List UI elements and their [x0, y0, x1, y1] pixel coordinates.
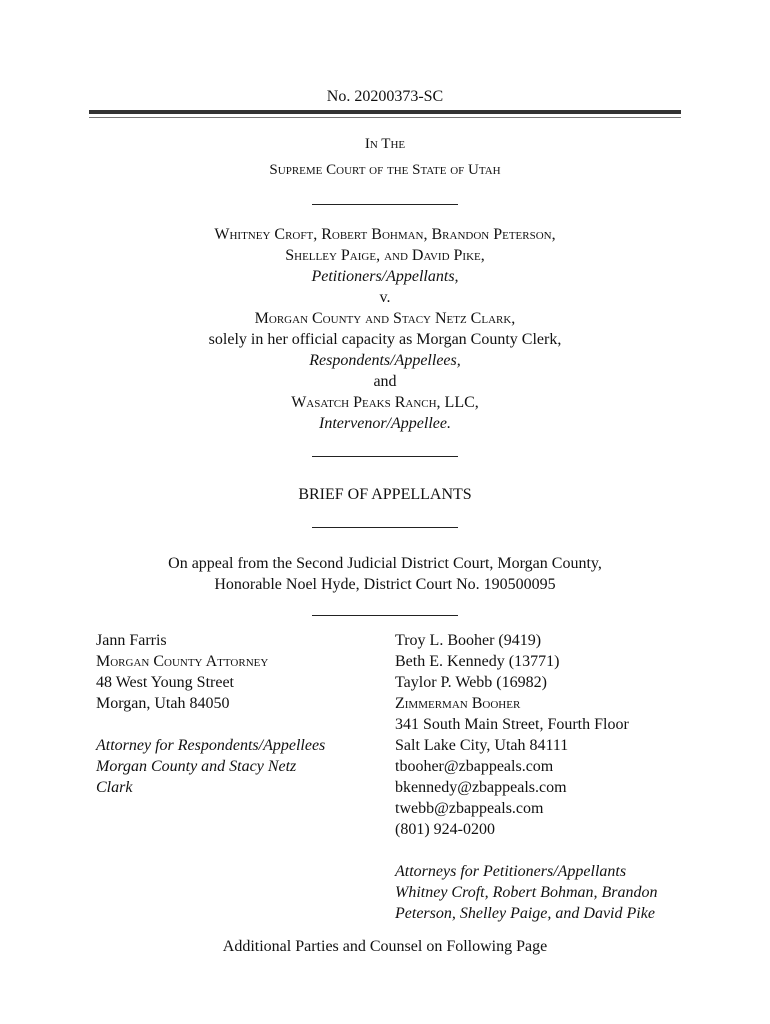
appeal-line-1: On appeal from the Second Judicial District Court, Morgan County, — [168, 555, 602, 572]
left-counsel-block — [96, 630, 366, 798]
petitioners-role: Petitioners/Appellants, — [311, 268, 459, 285]
left-counsel-city: Morgan, Utah 84050 — [96, 695, 230, 712]
petitioners-line-2: Shelley Paige, and David Pike, — [285, 247, 485, 264]
brief-title: BRIEF OF APPELLANTS — [298, 486, 472, 503]
footer-note: Additional Parties and Counsel on Following Page — [222, 938, 548, 955]
left-counsel-street: 48 West Young Street — [96, 674, 234, 691]
separator-rule-3 — [312, 527, 458, 528]
right-counsel-role-2: Whitney Croft, Robert Bohman, Brandon — [395, 884, 658, 901]
left-counsel-role-3: Clark — [96, 779, 133, 796]
respondents-line-2: solely in her official capacity as Morgan County Clerk, — [208, 331, 562, 348]
separator-rule-1 — [312, 204, 458, 205]
respondents-role: Respondents/Appellees, — [309, 352, 461, 369]
intervenor-name: Wasatch Peaks Ranch, LLC, — [291, 394, 479, 411]
court-line-2: Supreme Court of the State of Utah — [269, 162, 501, 178]
court-line-1: In The — [364, 136, 406, 152]
right-counsel-city: Salt Lake City, Utah 84111 — [395, 737, 569, 754]
header-rule-thin — [89, 117, 681, 118]
right-counsel-block — [395, 630, 695, 924]
left-counsel-name: Jann Farris — [96, 632, 167, 649]
right-counsel-line-1: Troy L. Booher (9419) — [395, 632, 542, 649]
right-counsel-email-3: twebb@zbappeals.com — [395, 800, 544, 817]
appeal-line-2: Honorable Noel Hyde, District Court No. 190500095 — [214, 576, 556, 593]
right-counsel-phone: (801) 924-0200 — [395, 821, 495, 838]
and-connector: and — [373, 373, 397, 390]
right-counsel-line-3: Taylor P. Webb (16982) — [395, 674, 547, 691]
left-counsel-office: Morgan County Attorney — [96, 653, 269, 670]
header-rule-thick — [89, 110, 681, 114]
case-number: No. 20200373-SC — [326, 88, 444, 105]
right-counsel-email-1: tbooher@zbappeals.com — [395, 758, 554, 775]
versus: v. — [379, 289, 391, 306]
right-counsel-street: 341 South Main Street, Fourth Floor — [395, 716, 629, 733]
right-counsel-line-2: Beth E. Kennedy (13771) — [395, 653, 560, 670]
right-counsel-firm: Zimmerman Booher — [395, 695, 521, 712]
petitioners-line-1: Whitney Croft, Robert Bohman, Brandon Peterson, — [214, 226, 556, 243]
left-counsel-role-2: Morgan County and Stacy Netz — [96, 758, 297, 775]
respondents-line-1: Morgan County and Stacy Netz Clark, — [254, 310, 516, 327]
intervenor-role: Intervenor/Appellee. — [319, 415, 451, 432]
right-counsel-role-3: Peterson, Shelley Paige, and David Pike — [395, 905, 655, 922]
right-counsel-role-1: Attorneys for Petitioners/Appellants — [395, 863, 627, 880]
right-counsel-email-2: bkennedy@zbappeals.com — [395, 779, 567, 796]
left-counsel-role-1: Attorney for Respondents/Appellees — [96, 737, 326, 754]
separator-rule-4 — [312, 615, 458, 616]
separator-rule-2 — [312, 456, 458, 457]
